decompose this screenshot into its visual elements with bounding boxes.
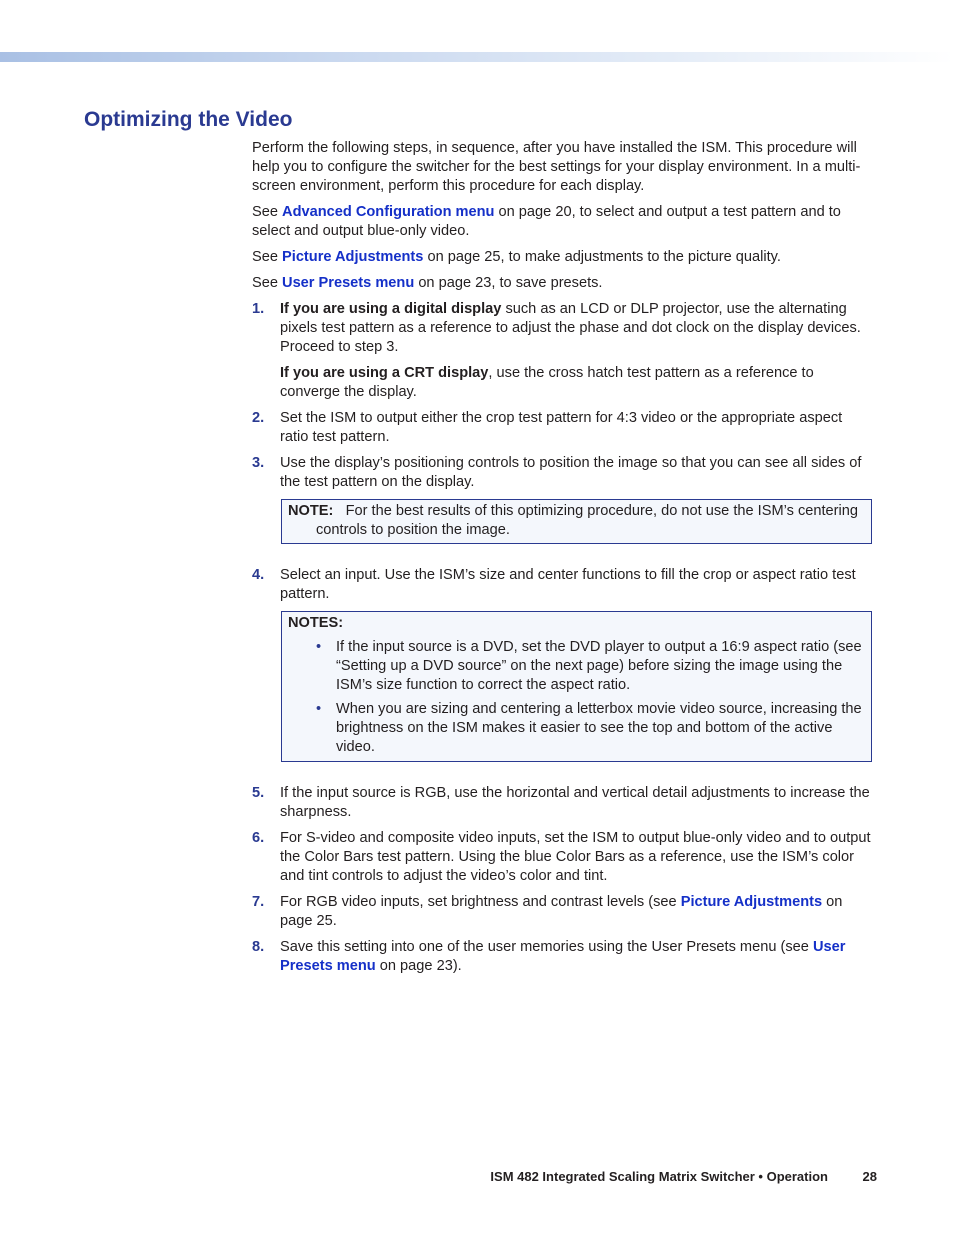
step-7 bbox=[252, 893, 872, 931]
step-number: 6. bbox=[252, 830, 265, 846]
notes-box bbox=[281, 611, 872, 762]
step-6 bbox=[252, 829, 872, 886]
step-5 bbox=[252, 784, 872, 822]
step-text: Set the ISM to output either the crop test pattern for 4:3 video or the appropriate aspect ratio test pattern. bbox=[280, 410, 843, 445]
step-number: 2. bbox=[252, 410, 265, 426]
step-text: Use the display’s positioning controls to position the image so that you can see all sides of the test pattern on the display. bbox=[280, 455, 862, 490]
step-number: 3. bbox=[252, 455, 265, 471]
list-item: • If the input source is a DVD, set the DVD player to output a 16:9 aspect ratio (see “Setting up a DVD source” on the next page) before sizing the image using the ISM’s size function to correct the aspect ratio. bbox=[316, 639, 862, 693]
page-footer bbox=[0, 1167, 954, 1187]
reference-paragraph: See Advanced Configuration menu on page 20, to select and output a test pattern and to select and output blue-only video. bbox=[252, 204, 841, 239]
step-text: For RGB video inputs, set brightness and contrast levels (see Picture Adjustments on page 25. bbox=[280, 894, 843, 929]
step-number: 7. bbox=[252, 894, 265, 910]
notes-label: NOTES: bbox=[288, 615, 344, 631]
bullet-icon: • bbox=[316, 701, 322, 717]
step-number: 4. bbox=[252, 567, 265, 583]
step-3 bbox=[252, 454, 872, 492]
intro-paragraph: Perform the following steps, in sequence, after you have installed the ISM. This procedure will help you to configure the switcher for the best settings for your display environment. In a multi-screen environment, perform this procedure for each display. bbox=[252, 140, 861, 194]
picture-adjustments-link[interactable]: Picture Adjustments bbox=[680, 894, 823, 910]
main-content bbox=[252, 139, 872, 983]
bullet-icon: • bbox=[316, 639, 322, 655]
step-number: 5. bbox=[252, 785, 265, 801]
reference-paragraph: See User Presets menu on page 23, to save presets. bbox=[252, 275, 603, 291]
note-box bbox=[281, 499, 872, 544]
step-text: Select an input. Use the ISM’s size and center functions to fill the crop or aspect ratio test pattern. bbox=[280, 567, 856, 602]
page-number: 28 bbox=[862, 1169, 877, 1184]
step-text: If you are using a CRT display, use the cross hatch test pattern as a reference to converge the display. bbox=[280, 365, 814, 400]
step-number: 1. bbox=[252, 301, 265, 317]
notes-list bbox=[288, 638, 863, 757]
step-8 bbox=[252, 938, 872, 976]
user-presets-link[interactable]: User Presets menu bbox=[282, 275, 415, 291]
advanced-configuration-link[interactable]: Advanced Configuration menu bbox=[282, 204, 495, 220]
page-title: Optimizing the Video bbox=[84, 108, 293, 131]
step-2 bbox=[252, 409, 872, 447]
note-label: NOTE: bbox=[288, 503, 334, 519]
step-4 bbox=[252, 566, 872, 604]
user-presets-link[interactable]: User Presets menu bbox=[280, 939, 846, 974]
note-text: For the best results of this optimizing procedure, do not use the ISM’s centering controls to position the image. bbox=[316, 503, 858, 538]
step-text: If the input source is RGB, use the horizontal and vertical detail adjustments to increase the sharpness. bbox=[280, 785, 870, 820]
step-1 bbox=[252, 300, 872, 402]
reference-paragraph: See Picture Adjustments on page 25, to make adjustments to the picture quality. bbox=[252, 249, 781, 265]
header-gradient-bar bbox=[0, 52, 954, 62]
step-number: 8. bbox=[252, 939, 265, 955]
footer-title: ISM 482 Integrated Scaling Matrix Switcher • Operation bbox=[490, 1169, 828, 1184]
list-item: • When you are sizing and centering a letterbox movie video source, increasing the brightness on the ISM makes it easier to see the top and bottom of the active video. bbox=[316, 701, 862, 755]
step-text: For S-video and composite video inputs, set the ISM to output blue-only video and to output the Color Bars test pattern. Using the blue Color Bars as a reference, use the ISM’s color and tint controls to adjust the video’s color and tint. bbox=[280, 830, 871, 884]
step-text: If you are using a digital display such as an LCD or DLP projector, use the alternating pixels test pattern as a reference to adjust the phase and dot clock on the display devices. Proceed to step 3. bbox=[280, 301, 861, 355]
step-text: Save this setting into one of the user memories using the User Presets menu (see User Presets menu on page 23). bbox=[280, 939, 846, 974]
picture-adjustments-link[interactable]: Picture Adjustments bbox=[282, 249, 424, 265]
